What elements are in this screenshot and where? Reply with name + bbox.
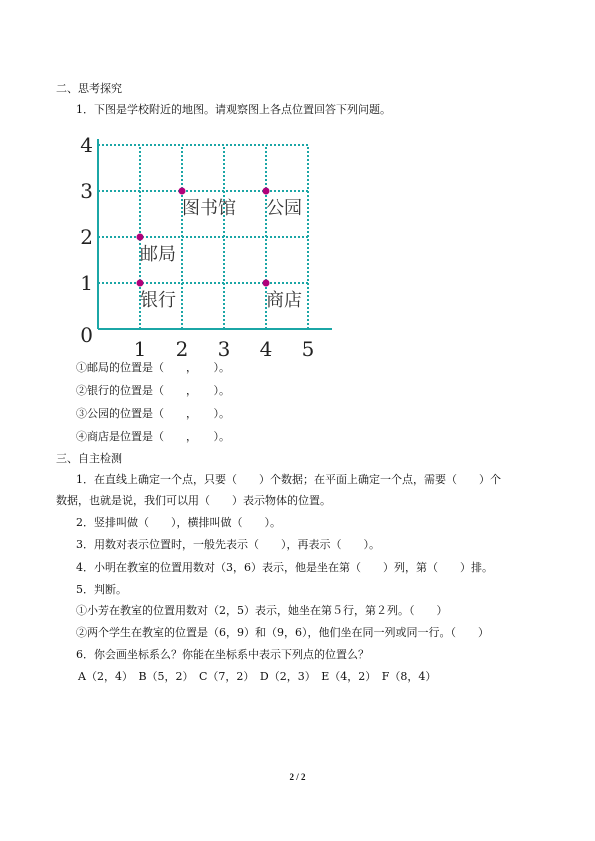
check-q1-line1: 1．在直线上确定一个点，只要（ ）个数据；在平面上确定一个点，需要（ ）个 [76, 473, 501, 486]
place-point [263, 280, 270, 287]
place-label: 邮局 [140, 244, 176, 265]
check-q2: 2．竖排叫做（ ），横排叫做（ ）。 [76, 516, 281, 529]
place-label: 银行 [140, 290, 176, 311]
y-tick-label: 1 [80, 271, 93, 295]
question-1-text: 1．下图是学校附近的地图。请观察图上各点位置回答下列问题。 [76, 103, 391, 116]
check-q1-line2: 数据，也就是说，我们可以用（ ）表示物体的位置。 [56, 494, 331, 507]
map-ticks [80, 133, 314, 361]
check-q5b: ②两个学生在教室的位置是（6，9）和（9，6），他们坐在同一列或同一行。（ ） [76, 626, 489, 639]
x-tick-label: 5 [301, 337, 315, 361]
map-question-bank: ②银行的位置是（ ， ）。 [76, 384, 230, 397]
section-2-heading: 二、思考探究 [56, 82, 122, 95]
check-q6: 6．你会画坐标系么？你能在坐标系中表示下列点的位置么？ [76, 648, 369, 661]
place-point [263, 188, 270, 195]
check-q3: 3．用数对表示位置时，一般先表示（ ），再表示（ ）。 [76, 538, 380, 551]
y-tick-label: 4 [80, 133, 93, 157]
place-point [137, 280, 144, 287]
y-tick-label: 3 [80, 179, 93, 203]
x-tick-label: 3 [217, 337, 231, 361]
place-label: 商店 [266, 290, 302, 311]
map-question-park: ③公园的位置是（ ， ）。 [76, 407, 230, 420]
map-points [137, 188, 303, 312]
check-q5a: ①小芳在教室的位置用数对（2，5）表示，她坐在第５行，第２列。（ ） [76, 604, 448, 617]
place-point [179, 188, 186, 195]
check-q6-points: A（2，4） B（5，2） C（7，2） D（2，3） E（4，2） F（8，4） [78, 670, 437, 683]
place-point [137, 234, 144, 241]
school-area-map [80, 124, 350, 364]
section-3-heading: 三、自主检测 [56, 452, 122, 465]
y-tick-label: 2 [80, 225, 93, 249]
place-label: 公园 [266, 198, 302, 219]
y-tick-label: 0 [80, 323, 93, 347]
map-question-post-office: ①邮局的位置是（ ， ）。 [76, 361, 230, 374]
page-number: 2 / 2 [289, 772, 306, 782]
x-tick-label: 4 [259, 337, 273, 361]
check-q4: 4．小明在教室的位置用数对（3，6）表示，他是坐在第（ ）列，第（ ）排。 [76, 561, 493, 574]
map-question-shop: ④商店是位置是（ ， ）。 [76, 430, 230, 443]
x-tick-label: 1 [133, 337, 147, 361]
x-tick-label: 2 [175, 337, 189, 361]
place-label: 图书馆 [182, 198, 236, 219]
check-q5: 5．判断。 [76, 583, 127, 596]
